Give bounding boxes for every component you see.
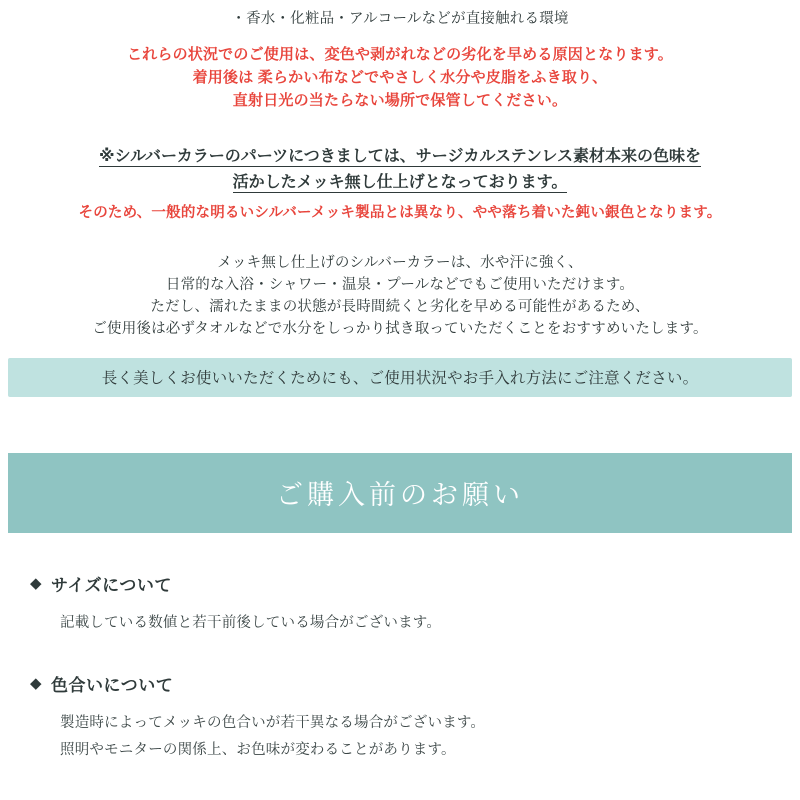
silver-note	[0, 144, 800, 196]
silver-note-line-1	[0, 144, 800, 170]
list-item	[30, 571, 770, 637]
spacer	[0, 224, 800, 242]
silver-note-line-2-text: 活かしたメッキ無し仕上げとなっております。	[232, 174, 568, 192]
note-body-line: 製造時によってメッキの色合いが若干異なる場合がございます。	[60, 715, 486, 732]
diamond-icon: ◆	[30, 575, 43, 593]
spacer	[0, 30, 800, 44]
note-body-color	[30, 710, 770, 764]
silver-note-line-2	[0, 170, 800, 196]
silver-note-line-3: そのため、一般的な明るいシルバーメッキ製品とは異なり、やや落ち着いた鈍い銀色となります。	[78, 205, 722, 222]
note-title-color	[30, 671, 770, 696]
spacer	[0, 130, 800, 140]
care-intro-line: ・香水・化粧品・アルコールなどが直接触れる環境	[231, 11, 569, 27]
section-title-purchase-notice: ご購入前のお願い	[8, 453, 792, 533]
purchase-notes-list	[0, 571, 800, 763]
care-detail-line-1: メッキ無し仕上げのシルバーカラーは、水や汗に強く、	[217, 255, 583, 272]
care-section	[0, 0, 800, 397]
care-detail-line-2: 日常的な入浴・シャワー・温泉・プールなどでもご使用いただけます。	[165, 277, 635, 294]
care-detail-line-4: ご使用後は必ずタオルなどで水分をしっかり拭き取っていただくことをおすすめいたします。	[92, 321, 708, 338]
care-highlight-banner: 長く美しくお使いいただくためにも、ご使用状況やお手入れ方法にご注意ください。	[8, 358, 792, 397]
note-title-label: サイズについて	[51, 576, 172, 596]
note-title-size	[30, 571, 770, 596]
care-warning-line-3: 直射日光の当たらない場所で保管してください。	[232, 91, 568, 109]
note-body-line: 照明やモニターの関係上、お色味が変わることがあります。	[60, 742, 456, 759]
care-detail-line-3: ただし、濡れたままの状態が長時間続くと劣化を早める可能性があるため、	[150, 299, 650, 316]
spacer	[0, 242, 800, 252]
spacer	[0, 112, 800, 130]
note-title-label: 色合いについて	[51, 676, 174, 696]
diamond-icon: ◆	[30, 675, 43, 693]
silver-note-line-1-text: ※シルバーカラーのパーツにつきましては、サージカルステンレス素材本来の色味を	[99, 148, 701, 166]
note-body-size	[30, 610, 770, 637]
care-warning-line-1: これらの状況でのご使用は、変色や剥がれなどの劣化を早める原因となります。	[126, 46, 673, 64]
care-warning-line-2: 着用後は 柔らかい布などでやさしく水分や皮脂をふき取り、	[192, 68, 608, 86]
list-item	[30, 671, 770, 764]
note-body-line: 記載している数値と若干前後している場合がございます。	[60, 615, 442, 632]
